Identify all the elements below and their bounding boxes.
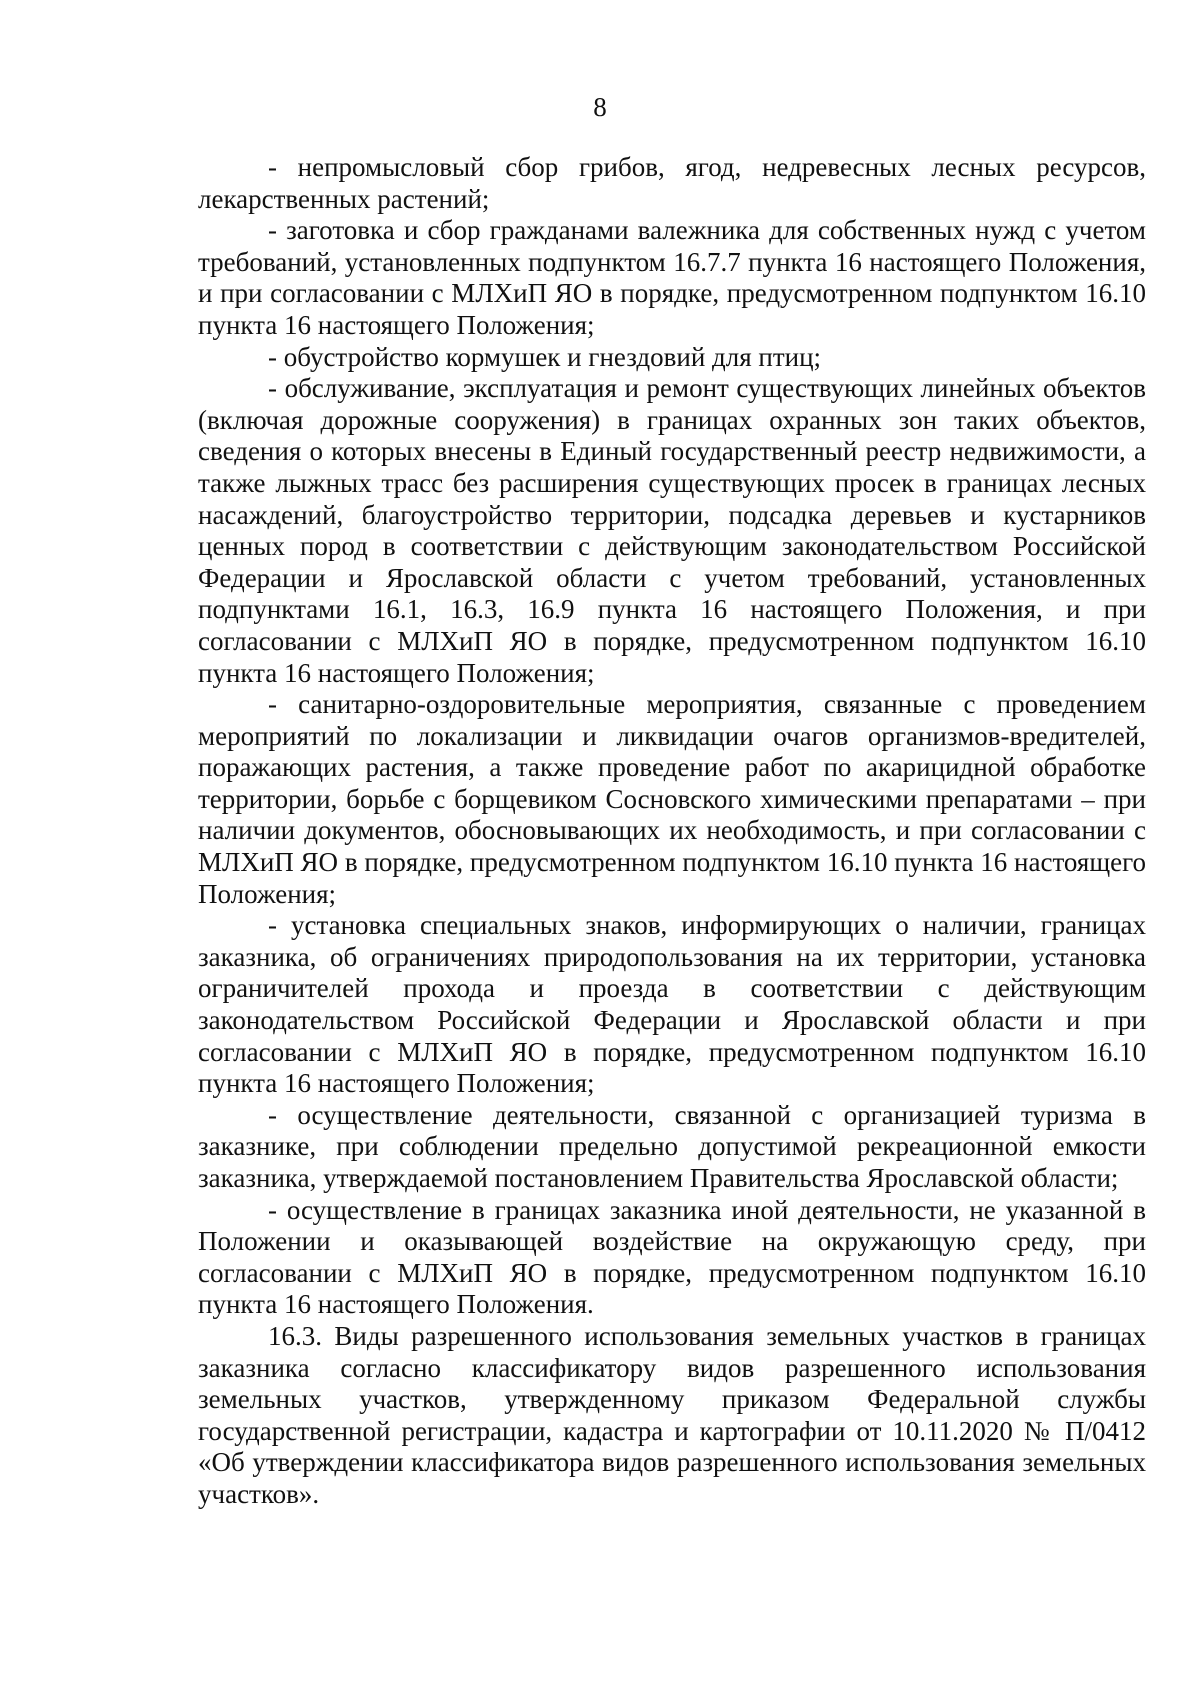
list-item-special-signs: - установка специальных знаков, информирующих о наличии, границах заказника, об ограничениях природопользования на их территории, установка ограничителей прохода и проезда в соответствии с действующим законодательством Российской Федерации и Ярославской области и при согласовании с МЛХиП ЯО в порядке, предусмотренном подпунктом 16.10 пункта 16 настоящего Положения;: [198, 910, 1146, 1099]
list-item-bird-feeders: - обустройство кормушек и гнездовий для птиц;: [268, 341, 822, 372]
list-item-linear-objects-maintenance: - обслуживание, эксплуатация и ремонт существующих линейных объектов (включая дорожные сооружения) в границах охранных зон таких объектов, сведения о которых внесены в Единый государственный реестр недвижимости, а также лыжных трасс без расширения существующих просек в границах лесных насаждений, благоустройство территории, подсадка деревьев и кустарников ценных пород в соответствии с действующим законодательством Российской Федерации и Ярославской области с учетом требований, установленных подпунктами 16.1, 16.3, 16.9 пункта 16 настоящего Положения, и при согласовании с МЛХиП ЯО в порядке, предусмотренном подпунктом 16.10 пункта 16 настоящего Положения;: [198, 373, 1146, 688]
section-16-3: 16.3. Виды разрешенного использования земельных участков в границах заказника согласно классификатору видов разрешенного использования земельных участков, утвержденному приказом Федеральной службы государственной регистрации, кадастра и картографии от 10.11.2020 № П/0412 «Об утверждении классификатора видов разрешенного использования земельных участков».: [198, 1320, 1146, 1509]
list-item-deadwood-collection: - заготовка и сбор гражданами валежника для собственных нужд с учетом требований, установленных подпунктом 16.7.7 пункта 16 настоящего Положения, и при согласовании с МЛХиП ЯО в порядке, предусмотренном подпунктом 16.10 пункта 16 настоящего Положения;: [198, 215, 1146, 340]
list-item-sanitary-measures: - санитарно-оздоровительные мероприятия, связанные с проведением мероприятий по локализации и ликвидации очагов организмов-вредителей, поражающих растения, а также проведение работ по акарицидной обработке территории, борьбе с борщевиком Сосновского химическими препаратами – при наличии документов, обосновывающих их необходимость, и при согласовании с МЛХиП ЯО в порядке, предусмотренном подпунктом 16.10 пункта 16 настоящего Положения;: [198, 689, 1146, 909]
list-item-mushroom-gathering: - непромысловый сбор грибов, ягод, недревесных лесных ресурсов, лекарственных растений;: [198, 152, 1146, 214]
document-body: [198, 152, 1146, 1511]
list-item-tourism: - осуществление деятельности, связанной с организацией туризма в заказнике, при соблюдении предельно допустимой рекреационной емкости заказника, утверждаемой постановлением Правительства Ярославской области;: [198, 1099, 1146, 1193]
page-number: 8: [593, 92, 607, 122]
list-item-other-activity: - осуществление в границах заказника иной деятельности, не указанной в Положении и оказывающей воздействие на окружающую среду, при согласовании с МЛХиП ЯО в порядке, предусмотренном подпунктом 16.10 пункта 16 настоящего Положения.: [198, 1194, 1146, 1320]
